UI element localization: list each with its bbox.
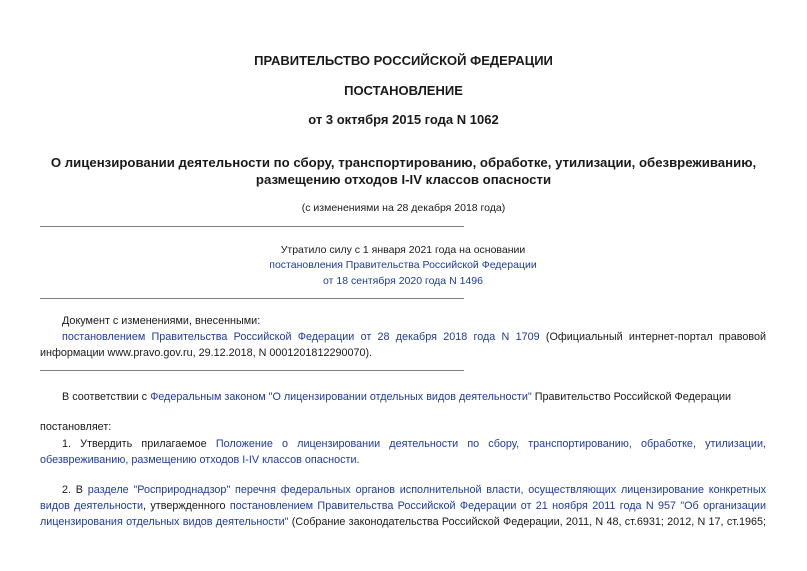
document-title-line-1: О лицензировании деятельности по сбору, транспортированию, обработке, утилизации, обезвреживанию, (50, 155, 757, 170)
government-heading: ПРАВИТЕЛЬСТВО РОССИЙСКОЙ ФЕДЕРАЦИИ (254, 53, 553, 68)
item-2-mid: , утвержденного (143, 500, 230, 512)
item-2-line-1 (62, 482, 766, 498)
federal-law-link[interactable]: Федеральным законом "О лицензировании отдельных видов деятельности" (150, 391, 532, 403)
repeal-status: Утратило силу с 1 января 2021 года на основании (280, 244, 526, 256)
item-1-prefix: 1. Утвердить прилагаемое (62, 438, 216, 450)
section-link[interactable]: разделе "Росприроднадзор" перечня федеральных органов исполнительной власти, осуществляющих лицензирование конкретных (87, 484, 766, 496)
item-1-end: . (356, 454, 360, 466)
item-1-line-2 (40, 452, 360, 468)
divider (40, 298, 464, 299)
decree-957-link-cont[interactable]: лицензирования отдельных видов деятельности" (40, 516, 289, 528)
divider (40, 226, 464, 227)
amendments-note: (с изменениями на 28 декабря 2018 года) (301, 202, 506, 214)
repeal-decree-link[interactable]: постановления Правительства Российской Федерации (269, 259, 537, 271)
item-2-line-3 (40, 514, 766, 530)
regulation-link-cont[interactable]: обезвреживанию, размещению отходов I-IV классов опасности (40, 454, 357, 466)
source-text-line-2: информации www.pravo.gov.ru, 29.12.2018, N 0001201812290070). (40, 347, 373, 359)
changes-intro: Документ с изменениями, внесенными: (62, 315, 261, 327)
repeal-decree-date-link[interactable]: от 18 сентября 2020 года N 1496 (323, 275, 483, 287)
document-date-number: от 3 октября 2015 года N 1062 (308, 112, 499, 127)
document-type: ПОСТАНОВЛЕНИЕ (344, 83, 463, 98)
preamble (62, 389, 731, 405)
preamble-prefix: В соответствии с (62, 391, 151, 403)
item-2-line-2 (40, 498, 766, 514)
changes-source-line (62, 329, 766, 345)
divider (40, 370, 464, 371)
regulation-link[interactable]: Положение о лицензировании деятельности по сбору, транспортированию, обработке, утилизации, (215, 438, 766, 450)
item-2-prefix: 2. В (62, 484, 88, 496)
amending-decree-link[interactable]: постановлением Правительства Российской Федерации от 28 декабря 2018 года N 1709 (62, 331, 540, 343)
item-2-tail: (Собрание законодательства Российской Федерации, 2011, N 48, ст.6931; 2012, N 17, ст.1965; (288, 516, 766, 528)
source-text: (Официальный интернет-портал правовой (545, 331, 767, 343)
section-link-cont[interactable]: видов деятельности (40, 500, 144, 512)
decrees-word: постановляет: (40, 421, 112, 433)
item-1-line-1 (62, 436, 766, 452)
preamble-suffix: Правительство Российской Федерации (531, 391, 732, 403)
document-title-line-2: размещению отходов I-IV классов опасности (255, 172, 552, 187)
decree-957-link[interactable]: постановлением Правительства Российской Федерации от 21 ноября 2011 года N 957 "Об организации (229, 500, 766, 512)
